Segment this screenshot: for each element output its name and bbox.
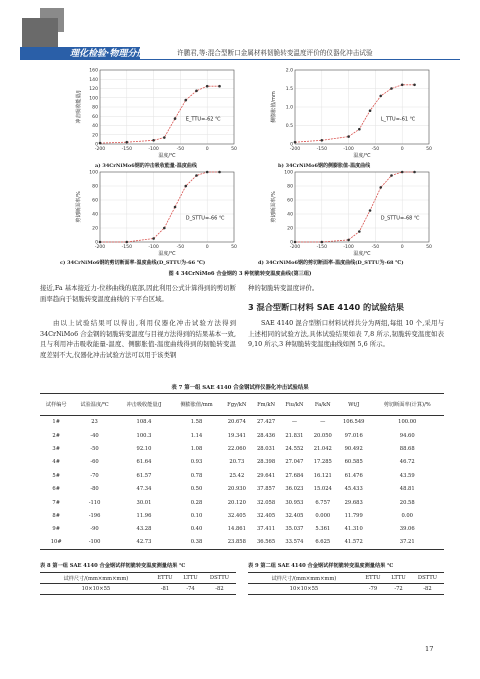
table8-cell: -82	[215, 586, 224, 592]
data-point	[163, 136, 166, 139]
table7-cell: 28.398	[256, 459, 276, 466]
y-tick-label: 0	[95, 240, 98, 246]
table7-cell: 108.4	[136, 419, 152, 426]
x-tick-label: 50	[426, 147, 432, 152]
table9-cell: -82	[423, 586, 432, 592]
data-point	[163, 227, 166, 230]
data-point	[294, 241, 297, 244]
header-rule	[20, 59, 460, 60]
table7-cell: 3#	[52, 445, 61, 452]
chart-d-caption: d) 34CrNiMo6钢的剪切断面率-温度曲线(D_STTU为-68 ℃)	[258, 260, 404, 266]
data-point	[347, 135, 350, 138]
data-point	[126, 141, 129, 144]
fitted-curve	[100, 172, 220, 242]
table7-header: Fiu/kN	[285, 401, 304, 408]
chart-c	[60, 168, 240, 260]
table7-cell: 46.72	[399, 459, 415, 466]
table7-cell: 88.68	[399, 445, 415, 452]
table7-cell: 27.047	[285, 459, 304, 466]
y-tick-label: 40	[92, 124, 98, 130]
x-tick-label: 0	[205, 147, 209, 152]
table7-cell: 10#	[50, 539, 62, 546]
table7-cell: 37.857	[256, 486, 276, 493]
table7-cell: 21.831	[285, 432, 304, 439]
table7	[40, 393, 444, 550]
x-tick-label: -100	[343, 245, 354, 250]
data-point	[347, 239, 350, 242]
table8-header-dsttu: DSTTU	[209, 575, 230, 581]
x-tick-label: -200	[94, 245, 106, 250]
table7-cell: 0.10	[190, 512, 203, 519]
table7-cell: 20.050	[313, 432, 332, 439]
plot-frame	[100, 172, 234, 242]
y-tick-label: 60	[92, 198, 98, 204]
table-row	[40, 523, 444, 536]
x-tick-label: -50	[176, 147, 185, 152]
y-tick-label: 20	[92, 226, 98, 232]
data-point	[321, 139, 324, 142]
table7-header: Fm/kN	[257, 401, 276, 408]
table7-cell: 41.572	[344, 539, 363, 546]
table7-header: Fgy/kN	[227, 401, 247, 408]
transition-temp-annotation: D_STTU=-68 ℃	[380, 215, 420, 222]
table7-cell: 61.57	[136, 472, 152, 479]
y-tick-label: 80	[287, 184, 293, 190]
table7-cell: —	[291, 419, 297, 426]
data-point	[184, 99, 187, 102]
table7-cell: 28.436	[256, 432, 276, 439]
table7-cell: -90	[90, 526, 99, 533]
table-row	[40, 469, 444, 482]
data-point	[413, 84, 416, 87]
table7-cell: 20.674	[227, 419, 246, 426]
chart-a	[60, 66, 240, 162]
table7-header: Wt/J	[348, 401, 360, 408]
x-tick-label: -200	[94, 147, 106, 152]
table7-cell: 42.73	[136, 539, 152, 546]
y-tick-label: 80	[92, 105, 98, 111]
table7-cell: -100	[88, 539, 101, 546]
y-tick-label: 20	[287, 226, 293, 232]
data-point	[174, 117, 177, 120]
table7-cell: 30.01	[136, 499, 152, 506]
y-tick-label: 60	[287, 198, 293, 204]
table-row	[40, 482, 444, 495]
table7-cell: -70	[90, 472, 99, 479]
y-tick-label: 60	[92, 114, 98, 120]
table7-cell: 11.96	[136, 512, 152, 519]
table7-cell: 36.565	[256, 539, 276, 546]
table7-cell: 41.310	[344, 526, 363, 533]
table9-title: 表 9 第二组 SAE 4140 合金钢试样韧脆转变温度测量结果 ℃	[248, 563, 394, 569]
x-tick-label: 0	[400, 147, 404, 152]
y-tick-label: 100	[89, 96, 98, 102]
table7-cell: 90.492	[344, 445, 363, 452]
table7-cell: 0.38	[190, 539, 203, 546]
x-tick-label: -150	[316, 245, 328, 250]
chart-a-caption: a) 34CrNiMo6钢的冲击吸收能量-温度曲线	[95, 163, 197, 169]
table7-cell: 0.50	[190, 486, 203, 493]
table-row	[40, 496, 444, 509]
table7-cell: 37.411	[256, 526, 276, 533]
y-tick-label: 2.0	[285, 68, 293, 74]
data-point	[206, 85, 209, 88]
data-point	[195, 174, 198, 177]
x-tick-label: -50	[371, 245, 380, 250]
table7-cell: 36.023	[285, 486, 304, 493]
table9-cell: -79	[368, 586, 378, 592]
table7-cell: 25.42	[229, 472, 245, 479]
table8-header-ettu: ETTU	[157, 575, 173, 581]
x-tick-label: -200	[289, 147, 301, 152]
table-row	[40, 509, 444, 522]
table7-cell: 17.285	[313, 459, 332, 466]
table7-cell: 33.574	[285, 539, 304, 546]
table7-cell: 8#	[52, 512, 61, 519]
table7-cell: 11.799	[344, 512, 363, 519]
x-tick-label: -150	[316, 147, 328, 152]
table7-cell: 47.34	[136, 486, 152, 493]
data-point	[174, 206, 177, 209]
table7-cell: 9#	[52, 526, 61, 533]
y-tick-label: 40	[287, 212, 293, 218]
figure-caption: 图 4 34CrNiMo6 合金钢的 3 种韧脆转变温度曲线(第三组)	[168, 271, 312, 277]
table7-cell: 6.625	[315, 539, 331, 546]
table7-cell: 7#	[52, 499, 61, 506]
table7-header: 剪切断面率(计算)/%	[383, 402, 431, 408]
x-tick-label: -100	[148, 245, 159, 250]
y-tick-label: 80	[92, 184, 98, 190]
data-point	[390, 87, 393, 90]
table7-cell: 4#	[52, 459, 61, 466]
table7-cell: 100.3	[136, 432, 152, 439]
data-point	[379, 186, 382, 189]
table7-cell: -50	[90, 445, 99, 452]
table8-cell: 10×10×55	[81, 586, 111, 592]
table7-cell: 100.00	[398, 419, 417, 426]
data-point	[99, 241, 102, 244]
table7-cell: 14.861	[227, 526, 246, 533]
x-axis-label: 温度/℃	[353, 153, 371, 159]
data-point	[294, 141, 297, 144]
table7-cell: 1.14	[190, 432, 203, 439]
table7-cell: 16.121	[313, 472, 332, 479]
table-row	[40, 429, 444, 442]
y-tick-label: 1.0	[285, 105, 293, 111]
x-tick-label: 0	[400, 245, 404, 250]
right-para-2: SAE 4140 混合型断口材料试样共分为两组,每组 10 个,采用与上述相同的试验方法,具体试验结果如表 7,8 所示,韧脆转变温度如表 9,10 所示,3 种韧脆转变温度曲线如图 5,6 所示。	[248, 319, 444, 349]
table7-cell: 1.58	[190, 419, 203, 426]
table7-cell: 61.64	[136, 459, 152, 466]
table7-cell: -80	[90, 486, 99, 493]
table7-title: 表 7 第一组 SAE 4140 合金钢试样仪器化冲击试验结果	[171, 385, 309, 391]
x-tick-label: -200	[289, 245, 301, 250]
table7-cell: 48.81	[399, 486, 415, 493]
y-tick-label: 1.5	[285, 87, 293, 93]
table7-header: 试样编号	[45, 402, 67, 408]
table7-cell: 0.93	[190, 459, 203, 466]
table7-header: 侧膨胀值/mm	[180, 402, 213, 408]
transition-temp-annotation: E_TTU=-62 ℃	[185, 116, 221, 123]
table-row	[40, 456, 444, 469]
table7-cell: 0.00	[401, 512, 413, 519]
table7-cell: 24.552	[285, 445, 304, 452]
transition-temp-annotation: D_STTU=-66 ℃	[185, 215, 225, 222]
table-row	[40, 536, 444, 549]
table7-cell: 5#	[52, 472, 61, 479]
plot-frame	[295, 172, 429, 242]
transition-temp-annotation: L_TTU=-61 ℃	[380, 116, 416, 123]
x-tick-label: -50	[371, 147, 380, 152]
table8-header-size: 试样尺寸/(mm×mm×mm)	[63, 575, 129, 582]
x-tick-label: -150	[121, 147, 133, 152]
table7-cell: 0.28	[190, 499, 203, 506]
table8-title: 表 8 第一组 SAE 4140 合金钢试样韧脆转变温度测量结果 ℃	[40, 563, 186, 569]
y-tick-label: 40	[92, 212, 98, 218]
table7-cell: 35.037	[285, 526, 304, 533]
table7-cell: 106.549	[342, 419, 365, 426]
table7-cell: 19.341	[227, 432, 246, 439]
table7-cell: -40	[90, 432, 99, 439]
data-point	[358, 230, 361, 233]
table7-cell: 43.59	[399, 472, 415, 479]
table7-cell: 6#	[52, 486, 61, 493]
data-point	[218, 171, 221, 174]
x-tick-label: 50	[426, 245, 432, 250]
x-tick-label: 50	[231, 147, 237, 152]
table7-cell: 5.361	[315, 526, 331, 533]
x-tick-label: -100	[148, 147, 159, 152]
y-tick-label: 160	[89, 68, 98, 74]
x-tick-label: 0	[205, 245, 209, 250]
table7-header: 冲击吸收能量/J	[126, 402, 162, 408]
table8-cell: -81	[160, 586, 170, 592]
y-tick-label: 100	[284, 170, 293, 176]
data-point	[195, 90, 198, 93]
y-axis-label: 剪切断面率/%	[271, 191, 277, 223]
table7-header: Fa/kN	[314, 401, 331, 408]
x-tick-label: -150	[121, 245, 133, 250]
table7-cell: 1.08	[190, 445, 203, 452]
table7-cell: 1#	[52, 419, 61, 426]
data-point	[99, 142, 102, 145]
table7-cell: 6.757	[315, 499, 331, 506]
table9-cell: -72	[394, 586, 403, 592]
table7-cell: 61.476	[344, 472, 363, 479]
table7-cell: 23	[91, 419, 98, 426]
table7-cell: 37.21	[399, 539, 415, 546]
table7-cell: -196	[88, 512, 101, 519]
table7-cell: 0.000	[315, 512, 331, 519]
data-point	[184, 185, 187, 188]
table7-cell: 97.016	[344, 432, 363, 439]
x-axis-label: 温度/℃	[158, 251, 176, 257]
right-para-1: 种的韧脆转变温度评价。	[248, 284, 319, 292]
fitted-curve	[295, 85, 415, 142]
table9-cell: 10×10×55	[289, 586, 319, 592]
page-number: 17	[425, 645, 434, 653]
section-title: 3 混合型断口材料 SAE 4140 的试验结果	[248, 302, 404, 312]
table7-header: 试验温度/℃	[80, 402, 109, 408]
table7-cell: 28.031	[256, 445, 276, 452]
table7-cell: 20.120	[227, 499, 246, 506]
table9-header-size: 试样尺寸/(mm×mm×mm)	[271, 575, 337, 582]
table7-cell: 2#	[52, 432, 61, 439]
table7-cell: 0.40	[190, 526, 203, 533]
y-tick-label: 100	[89, 170, 98, 176]
y-axis-label: 冲击吸收能量/J	[76, 90, 82, 124]
data-point	[126, 241, 129, 244]
chart-c-caption: c) 34CrNiMo6钢的剪切断面率-温度曲线(D_STTU为-66 ℃)	[60, 260, 206, 266]
table8-header-lttu: LTTU	[183, 575, 198, 581]
table-row	[40, 416, 444, 429]
y-tick-label: 0	[290, 240, 293, 246]
data-point	[358, 128, 361, 131]
y-tick-label: 0.5	[285, 124, 293, 130]
data-point	[413, 171, 416, 174]
chart-d	[255, 168, 435, 260]
table-row	[40, 442, 444, 455]
table7-cell: 32.405	[285, 512, 304, 519]
table9	[248, 572, 444, 595]
table7-cell: 43.28	[136, 526, 152, 533]
table7-cell: -60	[90, 459, 99, 466]
data-point	[401, 84, 404, 87]
table7-cell: 20.58	[399, 499, 415, 506]
table7-cell: 21.042	[313, 445, 332, 452]
table7-cell: 29.641	[256, 472, 276, 479]
table7-cell: 32.058	[256, 499, 276, 506]
table7-cell: 20.930	[227, 486, 246, 493]
table9-header-ettu: ETTU	[365, 575, 381, 581]
data-point	[369, 209, 372, 212]
y-tick-label: 0	[290, 142, 293, 148]
left-para-2: 由以上试验结果可以得出,利用仪器化冲击试验方法得到 34CrNiMo6 合金钢的韧脆转变温度与目视方法得到的结果基本一致,且与利用冲击吸收能量-温度、侧膨胀值-温度曲线得到的韧脆转变温度差别不大,仪器化冲击试验方法可以用于该类钢	[40, 319, 236, 359]
table8	[40, 572, 236, 595]
data-point	[401, 171, 404, 174]
data-point	[152, 139, 155, 142]
table7-cell: 22.060	[227, 445, 246, 452]
table7-cell: 20.73	[229, 459, 245, 466]
table8-cell: -74	[186, 586, 195, 592]
data-point	[152, 237, 155, 240]
table7-cell: —	[320, 419, 326, 426]
chart-b	[255, 66, 435, 162]
table7-cell: 15.024	[313, 486, 332, 493]
table7-cell: 92.10	[136, 445, 152, 452]
table7-cell: 27.427	[256, 419, 276, 426]
table9-header-dsttu: DSTTU	[417, 575, 438, 581]
chart-b-caption: b) 34CrNiMo6钢的侧膨胀值-温度曲线	[278, 163, 371, 169]
y-tick-label: 0	[95, 142, 98, 148]
data-point	[206, 171, 209, 174]
fitted-curve	[295, 172, 415, 242]
data-point	[369, 109, 372, 112]
data-point	[218, 85, 221, 88]
table7-cell: -110	[88, 499, 101, 506]
left-para-1: 接近,Fa 基本接近力-位移曲线的底部,因此利用公式计算得到的剪切断面率趋向于韧脆转变温度曲线的下平台区域。	[40, 284, 236, 303]
table7-cell: 30.953	[285, 499, 304, 506]
y-axis-label: 侧膨胀值/mm	[271, 91, 277, 123]
table7-cell: 29.683	[344, 499, 363, 506]
table7-cell: 94.60	[399, 432, 415, 439]
table7-cell: 39.06	[399, 526, 415, 533]
table7-cell: 32.405	[256, 512, 276, 519]
journal-logo-text: 理化检验·物理分册	[70, 49, 146, 59]
table7-cell: 45.433	[344, 486, 363, 493]
y-tick-label: 120	[89, 87, 98, 93]
table7-cell: 0.78	[190, 472, 203, 479]
x-axis-label: 温度/℃	[353, 251, 371, 257]
y-tick-label: 140	[89, 77, 98, 83]
x-tick-label: 50	[231, 245, 237, 250]
x-axis-label: 温度/℃	[158, 153, 176, 159]
table7-cell: 23.858	[227, 539, 246, 546]
table9-header-lttu: LTTU	[391, 575, 406, 581]
table7-cell: 32.405	[227, 512, 246, 519]
y-tick-label: 20	[92, 133, 98, 139]
x-tick-label: -50	[176, 245, 185, 250]
running-head: 许鹏君,等:混合型断口金属材料韧脆转变温度评价的仪器化冲击试验	[177, 49, 373, 57]
table7-cell: 60.585	[344, 459, 363, 466]
table7-cell: 27.684	[285, 472, 304, 479]
x-tick-label: -100	[343, 147, 354, 152]
data-point	[379, 95, 382, 98]
data-point	[321, 241, 324, 244]
data-point	[390, 174, 393, 177]
y-axis-label: 剪切断面率/%	[76, 191, 82, 223]
